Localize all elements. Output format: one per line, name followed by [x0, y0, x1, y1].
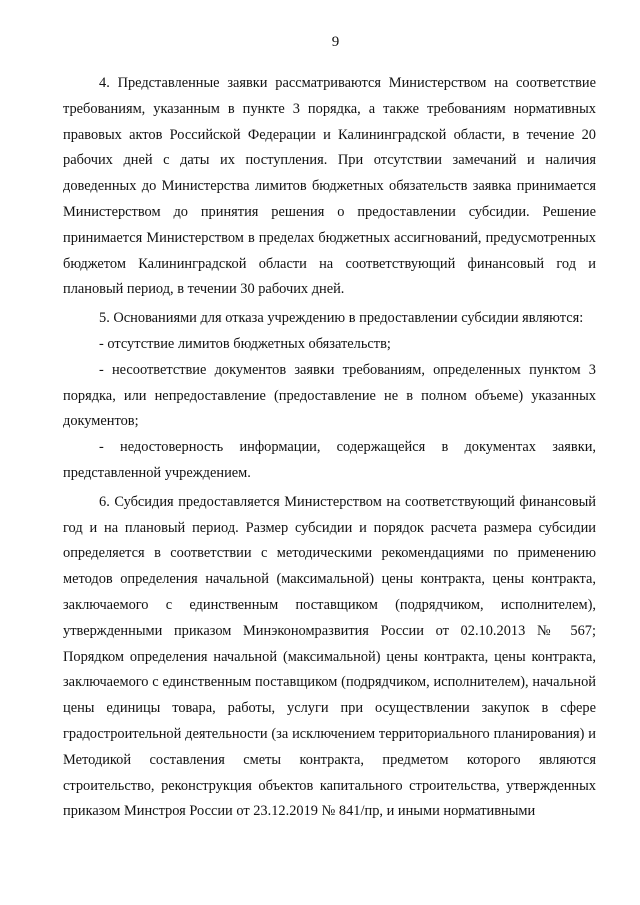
- list-item-unreliable-info: - недостоверность информации, содержащейся в документах заявки, представленной учреждением.: [63, 439, 596, 481]
- paragraph-item-4: 4. Представленные заявки рассматриваются Министерством на соответствие требованиям, указанным в пункте 3 порядка, а также требованиям нормативных правовых актов Российской Федерации и Калининградской области, в течение 20 рабочих дней с даты их поступления. При отсутствии замечаний и наличия доведенных до Министерства лимитов бюджетных обязательств заявка принимается Министерством до принятия решения о предоставлении субсидии. Решение принимается Министерством в пределах бюджетных ассигнований, предусмотренных бюджетом Калининградской области на соответствующий финансовый год и плановый период, в течении 30 рабочих дней.: [63, 75, 596, 298]
- paragraph-item-5: 5. Основаниями для отказа учреждению в предоставлении субсидии являются:: [99, 310, 584, 327]
- paragraph-item-6: 6. Субсидия предоставляется Министерством на соответствующий финансовый год и на плановый период. Размер субсидии и порядок расчета размера субсидии определяется в соответствии с методическими рекомендациями по применению методов определения начальной (максимальной) цены контракта, цены контракта, заключаемого с единственным поставщиком (подрядчиком, исполнителем), утвержденными приказом Минэкономразвития России от 02.10.2013 № 567; Порядком определения начальной (максимальной) цены контракта, цены контракта, заключаемого с единственным поставщиком (подрядчиком, исполнителем), начальной цены единицы товара, работы, услуги при осуществлении закупок в сфере градостроительной деятельности (за исключением территориального планирования) и Методикой составления сметы контракта, предметом которого являются строительство, реконструкция объектов капитального строительства, утвержденных приказом Минстроя России от 23.12.2019 № 841/пр, и иными нормативными: [63, 493, 596, 820]
- list-item-no-limits: - отсутствие лимитов бюджетных обязательств;: [99, 335, 391, 352]
- page-number: 9: [331, 34, 340, 50]
- document-body: [63, 71, 596, 825]
- list-item-noncompliance: - несоответствие документов заявки требованиям, определенных пунктом 3 порядка, или непредоставление (предоставление не в полном объеме) указанных документов;: [63, 361, 596, 430]
